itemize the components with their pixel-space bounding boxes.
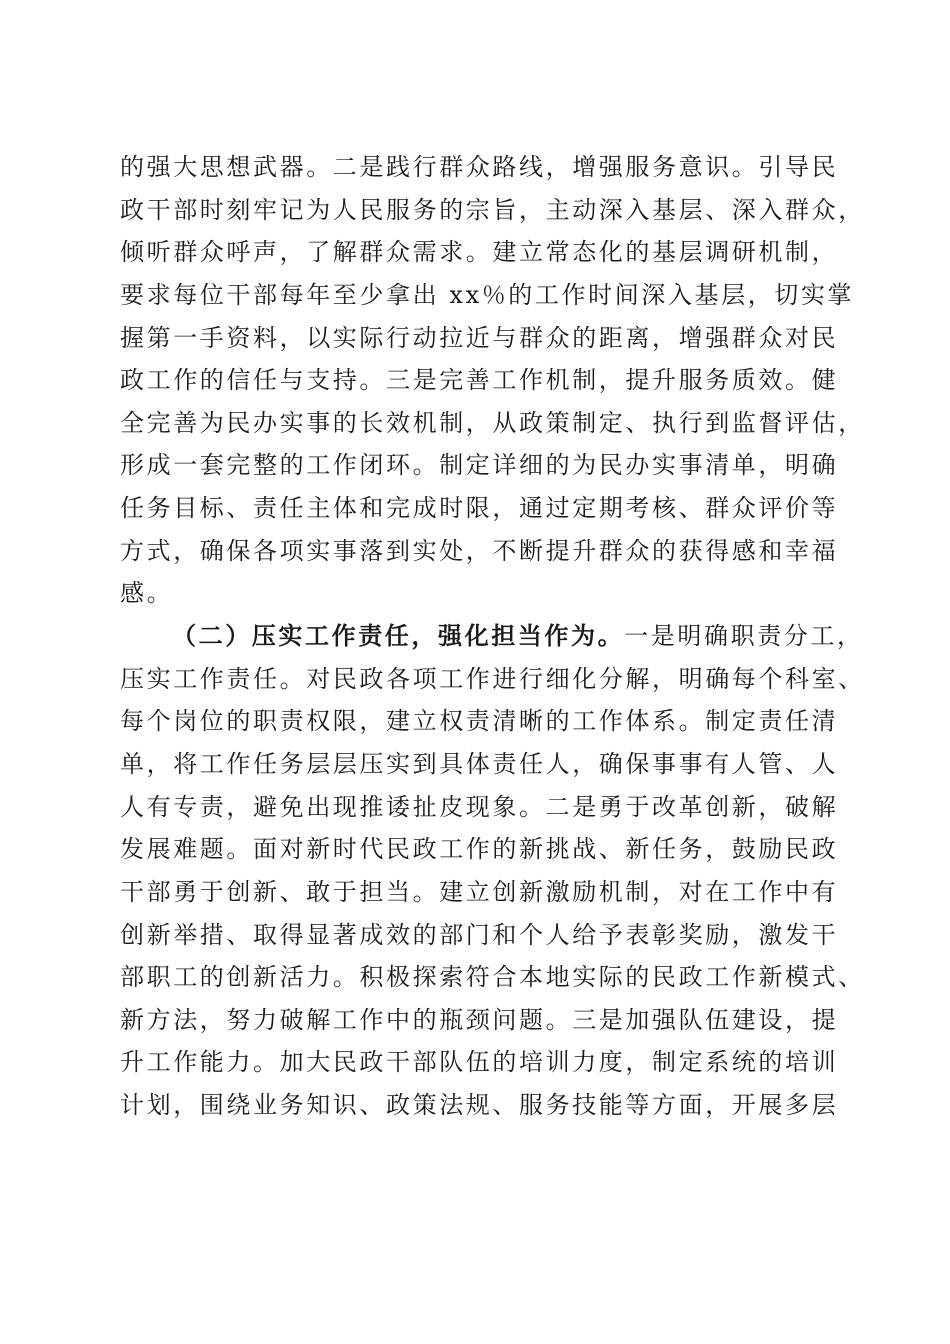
text-line: 发展难题。面对新时代民政工作的新挑战、新任务，鼓励民政 (120, 835, 839, 864)
section-heading-line (120, 615, 864, 658)
text-line: 升工作能力。加大民政干部队伍的培训力度，制定系统的培训 (120, 1048, 839, 1077)
text-line: 感。 (120, 579, 174, 608)
text-line: 人有专责，避免出现推诿扯皮现象。二是勇于改革创新，破解 (120, 792, 839, 821)
text-line: 的强大思想武器。二是践行群众路线，增强服务意识。引导民 (120, 153, 839, 181)
text-line: 任务目标、责任主体和完成时限，通过定期考核、群众评价等 (120, 494, 839, 523)
text-line: 要求每位干部每年至少拿出 xx％的工作时间深入基层，切实掌 (120, 280, 855, 309)
text-line: 新方法，努力破解工作中的瓶颈问题。三是加强队伍建设，提 (120, 1005, 839, 1034)
text-line: 创新举措、取得显著成效的部门和个人给予表彰奖励，激发干 (120, 920, 839, 949)
text-line: 单，将工作任务层层压实到具体责任人，确保事事有人管、人 (120, 749, 839, 778)
text-line: 每个岗位的职责权限，建立权责清晰的工作体系。制定责任清 (120, 707, 839, 736)
body-text (120, 146, 865, 1127)
text-line: 计划，围绕业务知识、政策法规、服务技能等方面，开展多层 (120, 1091, 839, 1120)
text-line: 倾听群众呼声，了解群众需求。建立常态化的基层调研机制， (120, 238, 839, 267)
text-line: 政干部时刻牢记为人民服务的宗旨，主动深入基层、深入群众， (120, 195, 865, 224)
text-line: 干部勇于创新、敢于担当。建立创新激励机制，对在工作中有 (120, 877, 839, 906)
heading-continuation: 一是明确职责分工， (624, 622, 864, 651)
text-line: 全完善为民办实事的长效机制，从政策制定、执行到监督评估， (120, 408, 865, 437)
section-heading: （二）压实工作责任，强化担当作为。 (172, 621, 625, 651)
text-line: 方式，确保各项实事落到实处，不断提升群众的获得感和幸福 (120, 536, 839, 565)
text-line: 压实工作责任。对民政各项工作进行细化分解，明确每个科室、 (120, 664, 865, 693)
text-line: 形成一套完整的工作闭环。制定详细的为民办实事清单，明确 (120, 451, 839, 480)
text-line: 部职工的创新活力。积极探索符合本地实际的民政工作新模式、 (120, 963, 865, 992)
text-line: 政工作的信任与支持。三是完善工作机制，提升服务质效。健 (120, 366, 839, 395)
text-line: 握第一手资料，以实际行动拉近与群众的距离，增强群众对民 (120, 323, 839, 352)
